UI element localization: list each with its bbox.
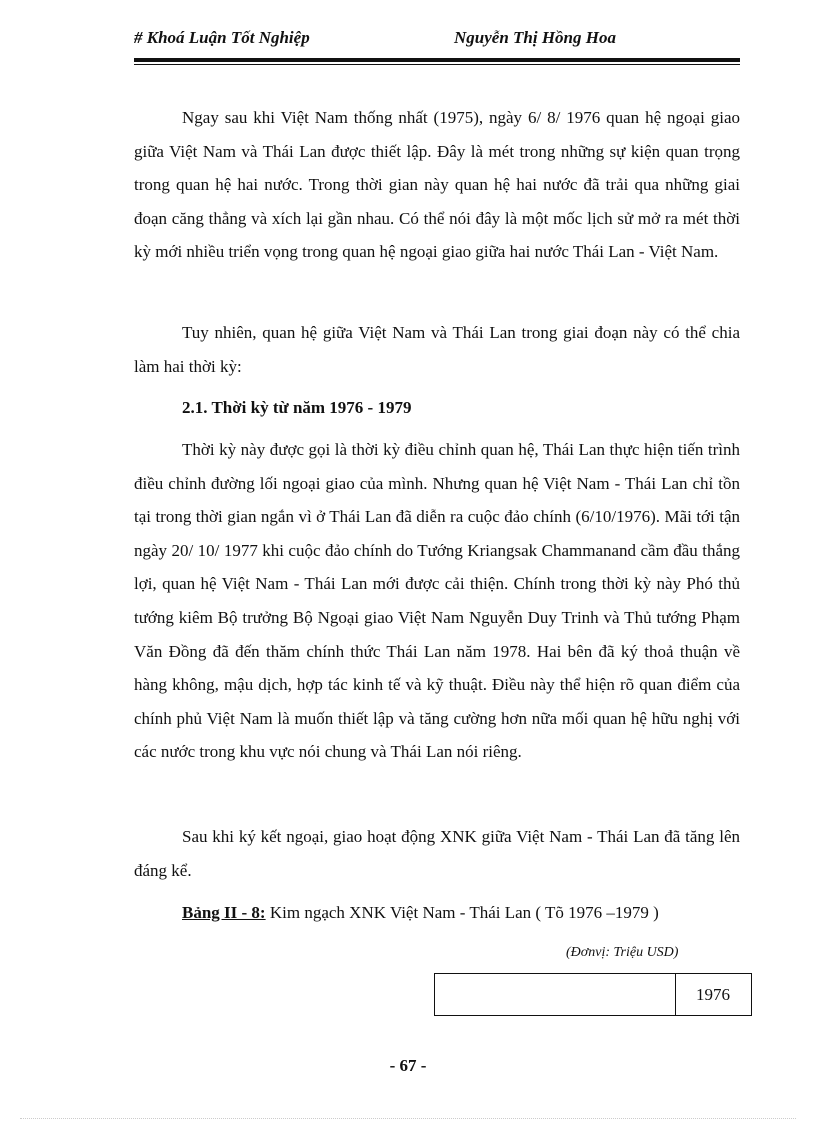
table-caption-label: Bảng II - 8: [182, 903, 266, 922]
paragraph-1: Ngay sau khi Việt Nam thống nhất (1975), ngày 6/ 8/ 1976 quan hệ ngoại giao giữa Việt Nam và Thái Lan được thiết lập. Đây là mét trong những sự kiện quan trọng trong quan hệ hai nước. Trong thời gian này quan hệ hai nước đã trải qua những giai đoạn căng thẳng và xích lại gần nhau. Có thể nói đây là một mốc lịch sử mở ra mét thời kỳ mới nhiều triển vọng trong quan hệ ngoại giao giữa hai nước Thái Lan - Việt Nam. [134, 108, 740, 262]
table-cell-year: 1976 [696, 985, 730, 1004]
header-title: # Khoá Luận Tốt Nghiệp [134, 28, 310, 47]
paragraph-3: Thời kỳ này được gọi là thời kỳ điều chỉnh quan hệ, Thái Lan thực hiện tiến trình điều chỉnh đường lối ngoại giao của mình. Nhưng quan hệ Việt Nam - Thái Lan chỉ tồn tại trong thời gian ngắn vì ở Thái Lan đã diễn ra cuộc đảo chính (6/10/1976). Mãi tới tận ngày 20/ 10/ 1977 khi cuộc đảo chính do Tướng Kriangsak Chammanand cầm đầu thắng lợi, quan hệ Việt Nam - Thái Lan mới được cải thiện. Chính trong thời kỳ này Phó thủ tướng kiêm Bộ trưởng Bộ Ngoại giao Việt Nam Nguyễn Duy Trinh và Thủ tướng Phạm Văn Đồng đã đến thăm chính thức Thái Lan năm 1978. Hai bên đã ký thoả thuận về hàng không, mậu dịch, hợp tác kinh tế và kỹ thuật. Điều này thể hiện rõ quan điểm của chính phủ Việt Nam là muốn thiết lập và tăng cường hơn nữa mối quan hệ hữu nghị với các nước trong khu vực nói chung và Thái Lan nói riêng. [134, 440, 740, 762]
paragraph-2: Tuy nhiên, quan hệ giữa Việt Nam và Thái Lan trong giai đoạn này có thể chia làm hai thời kỳ: [134, 323, 740, 376]
table-caption [182, 903, 659, 923]
paragraph-4: Sau khi ký kết ngoại, giao hoạt động XNK giữa Việt Nam - Thái Lan đã tăng lên đáng kể. [134, 827, 740, 880]
page-number: - 67 - [389, 1056, 427, 1075]
header-rule-thin [134, 64, 740, 65]
table-unit: (Đơnvị: Triệu USD) [566, 945, 679, 960]
header-author: Nguyễn Thị Hồng Hoa [454, 28, 616, 47]
table-caption-text: Kim ngạch XNK Việt Nam - Thái Lan ( Tõ 1976 –1979 ) [265, 903, 659, 922]
data-table [434, 973, 752, 1016]
table-cell-empty [435, 974, 676, 1015]
footer-divider [20, 1118, 796, 1119]
section-heading: 2.1. Thời kỳ từ năm 1976 - 1979 [182, 398, 412, 417]
header-rule-thick [134, 58, 740, 62]
